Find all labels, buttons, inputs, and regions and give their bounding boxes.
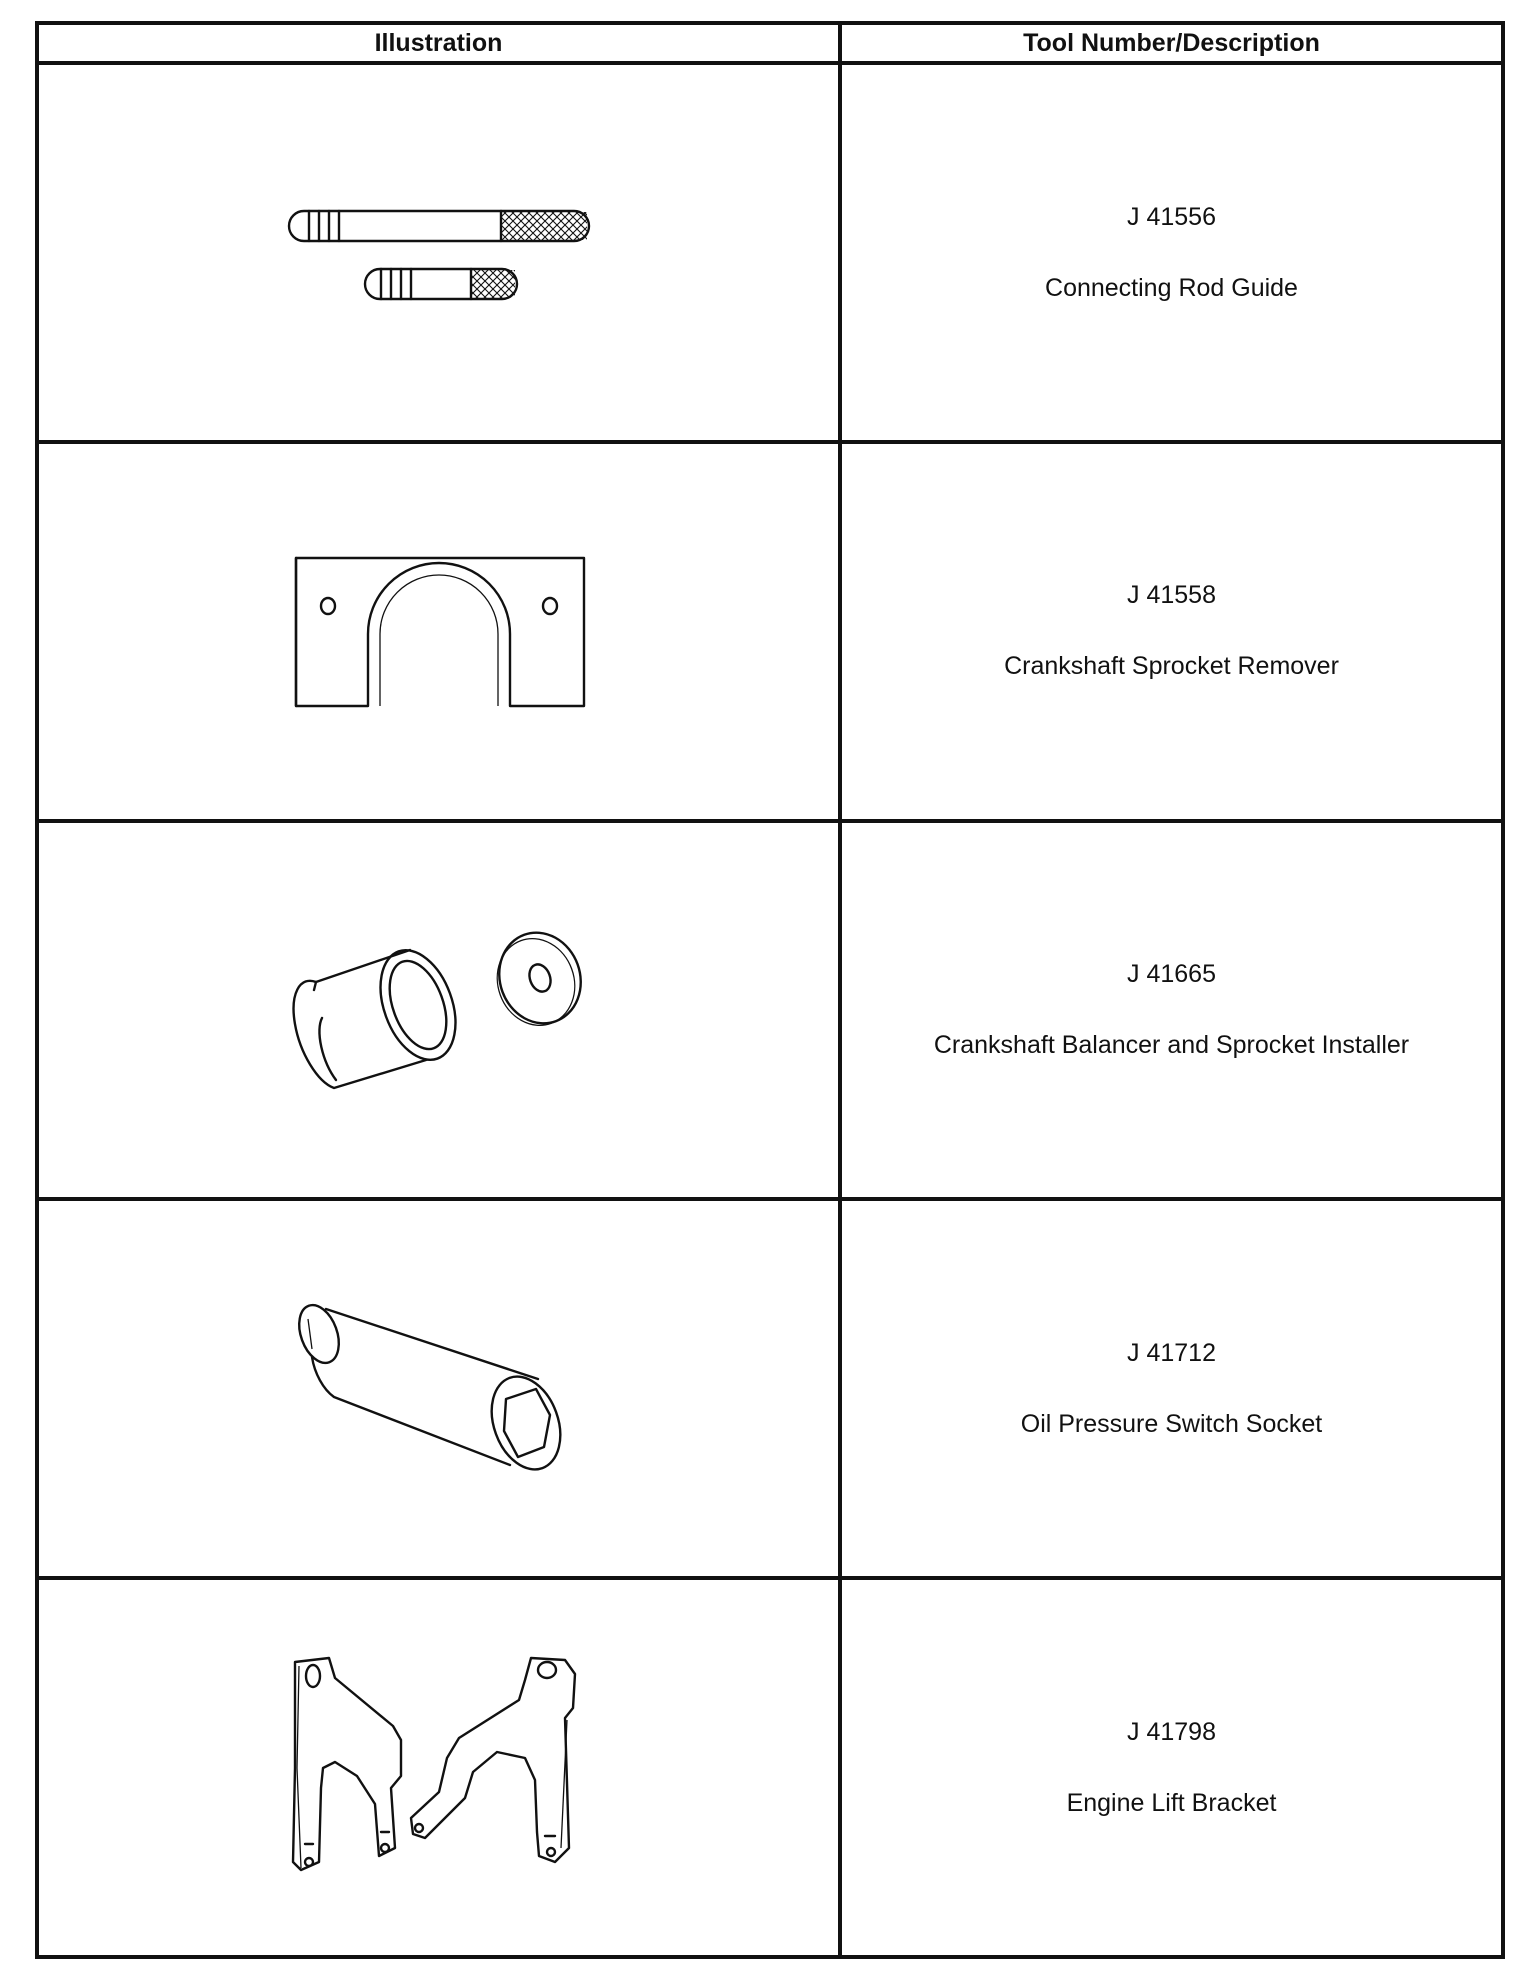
tool-description-header: Tool Number/Description (840, 23, 1503, 63)
illustration-header: Illustration (37, 23, 840, 63)
illustration-cell (37, 63, 840, 442)
oil-pressure-socket-icon (274, 1289, 604, 1489)
tool-number: J 41665 (1127, 960, 1216, 989)
table-row (37, 821, 1503, 1200)
description-cell (840, 442, 1503, 821)
tool-description: Crankshaft Balancer and Sprocket Installer (933, 1031, 1410, 1060)
connecting-rod-guide-icon (269, 193, 609, 313)
table-row (37, 442, 1503, 821)
tool-number: J 41712 (1127, 1338, 1216, 1367)
description-cell (840, 1578, 1503, 1957)
tool-number: J 41798 (1127, 1717, 1216, 1746)
tool-description: Oil Pressure Switch Socket (1020, 1409, 1323, 1438)
tool-description: Crankshaft Sprocket Remover (1004, 652, 1339, 681)
illustration-cell (37, 1578, 840, 1957)
table-row (37, 63, 1503, 442)
special-tools-table (35, 21, 1505, 1959)
table-header-row (37, 23, 1503, 63)
description-cell (840, 63, 1503, 442)
illustration-cell (37, 442, 840, 821)
table-row (37, 1578, 1503, 1957)
description-cell (840, 1199, 1503, 1578)
tool-number: J 41556 (1127, 202, 1216, 231)
tool-description: Engine Lift Bracket (1066, 1788, 1277, 1817)
table-row (37, 1199, 1503, 1578)
description-cell (840, 821, 1503, 1200)
engine-lift-bracket-icon (269, 1648, 609, 1888)
tool-number: J 41558 (1127, 581, 1216, 610)
sprocket-remover-plate-icon (284, 546, 594, 716)
tool-description: Connecting Rod Guide (1045, 273, 1298, 302)
illustration-cell (37, 821, 840, 1200)
illustration-cell (37, 1199, 840, 1578)
balancer-installer-icon (274, 910, 604, 1110)
